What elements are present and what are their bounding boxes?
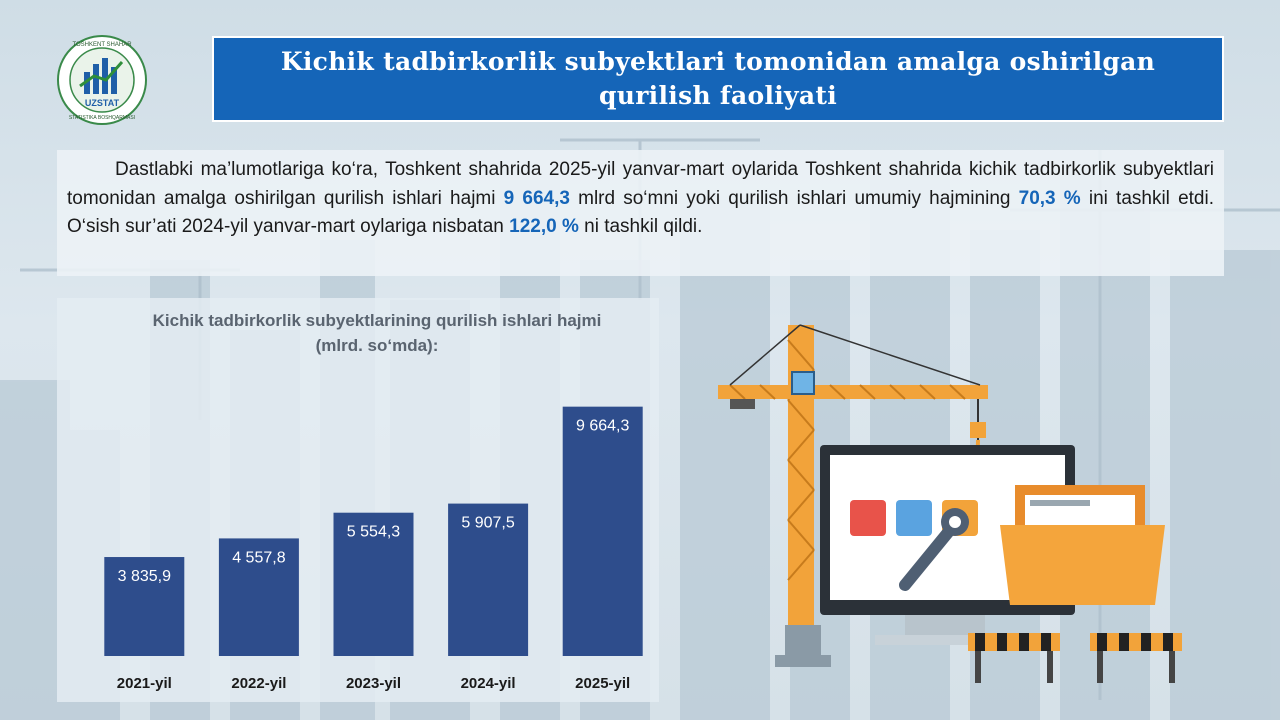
page-title-box <box>212 36 1224 122</box>
logo-bottom-text: STATISTIKA BOSHQARMASI <box>68 115 136 121</box>
chart-panel <box>57 298 659 702</box>
bar-value-label: 5 907,5 <box>461 514 515 532</box>
bar-value-label: 3 835,9 <box>117 568 171 586</box>
construction-illustration <box>700 300 1260 700</box>
info-value-volume: 9 664,3 <box>503 187 570 209</box>
bar-value-label: 5 554,3 <box>346 523 401 541</box>
x-tick-label: 2024-yil <box>460 675 516 692</box>
x-tick-label: 2021-yil <box>116 675 172 692</box>
bar-value-label: 9 664,3 <box>576 417 630 435</box>
bar-2025-yil <box>563 407 643 656</box>
chart-title: Kichik tadbirkorlik subyektlarining qurilish ishlari hajmi (mlrd. so‘mda): <box>152 311 602 355</box>
info-paragraph <box>67 156 1214 242</box>
info-text-4: ni tashkil qildi. <box>578 216 703 237</box>
info-box <box>57 150 1224 276</box>
barrier-icon <box>968 633 1182 683</box>
logo-top-text: TOSHKENT SHAHAR <box>72 42 132 48</box>
info-text-2: mlrd so‘mni yoki qurilish ishlari umumiy hajmining <box>569 187 1019 209</box>
x-tick-label: 2023-yil <box>345 675 402 692</box>
bar-chart <box>57 298 659 702</box>
info-text-3: ini tashkil etdi. O‘sish sur’ati 2024-yil yanvar-mart oylariga nisbatan <box>67 187 1214 237</box>
info-value-share: 70,3 % <box>1018 187 1081 209</box>
bar-value-label: 4 557,8 <box>232 549 286 567</box>
folder-icon <box>1000 485 1165 605</box>
page-title: Kichik tadbirkorlik subyektlari tomonidan amalga oshirilgan qurilish faoliyati <box>280 47 1156 110</box>
info-value-growth: 122,0 % <box>509 216 579 237</box>
logo-brand-text: UZSTAT <box>84 98 120 108</box>
x-tick-label: 2022-yil <box>231 675 287 692</box>
info-text-1: Dastlabki ma’lumotlariga ko‘ra, Toshkent shahrida 2025-yil yanvar-mart oylarida Toshkent shahrida kichik tadbirkorlik subyektlari tomonidan amalga oshirilgan qurilish ishlari hajmi <box>67 159 1214 209</box>
x-tick-label: 2025-yil <box>575 675 631 692</box>
uzstat-logo <box>56 34 148 126</box>
